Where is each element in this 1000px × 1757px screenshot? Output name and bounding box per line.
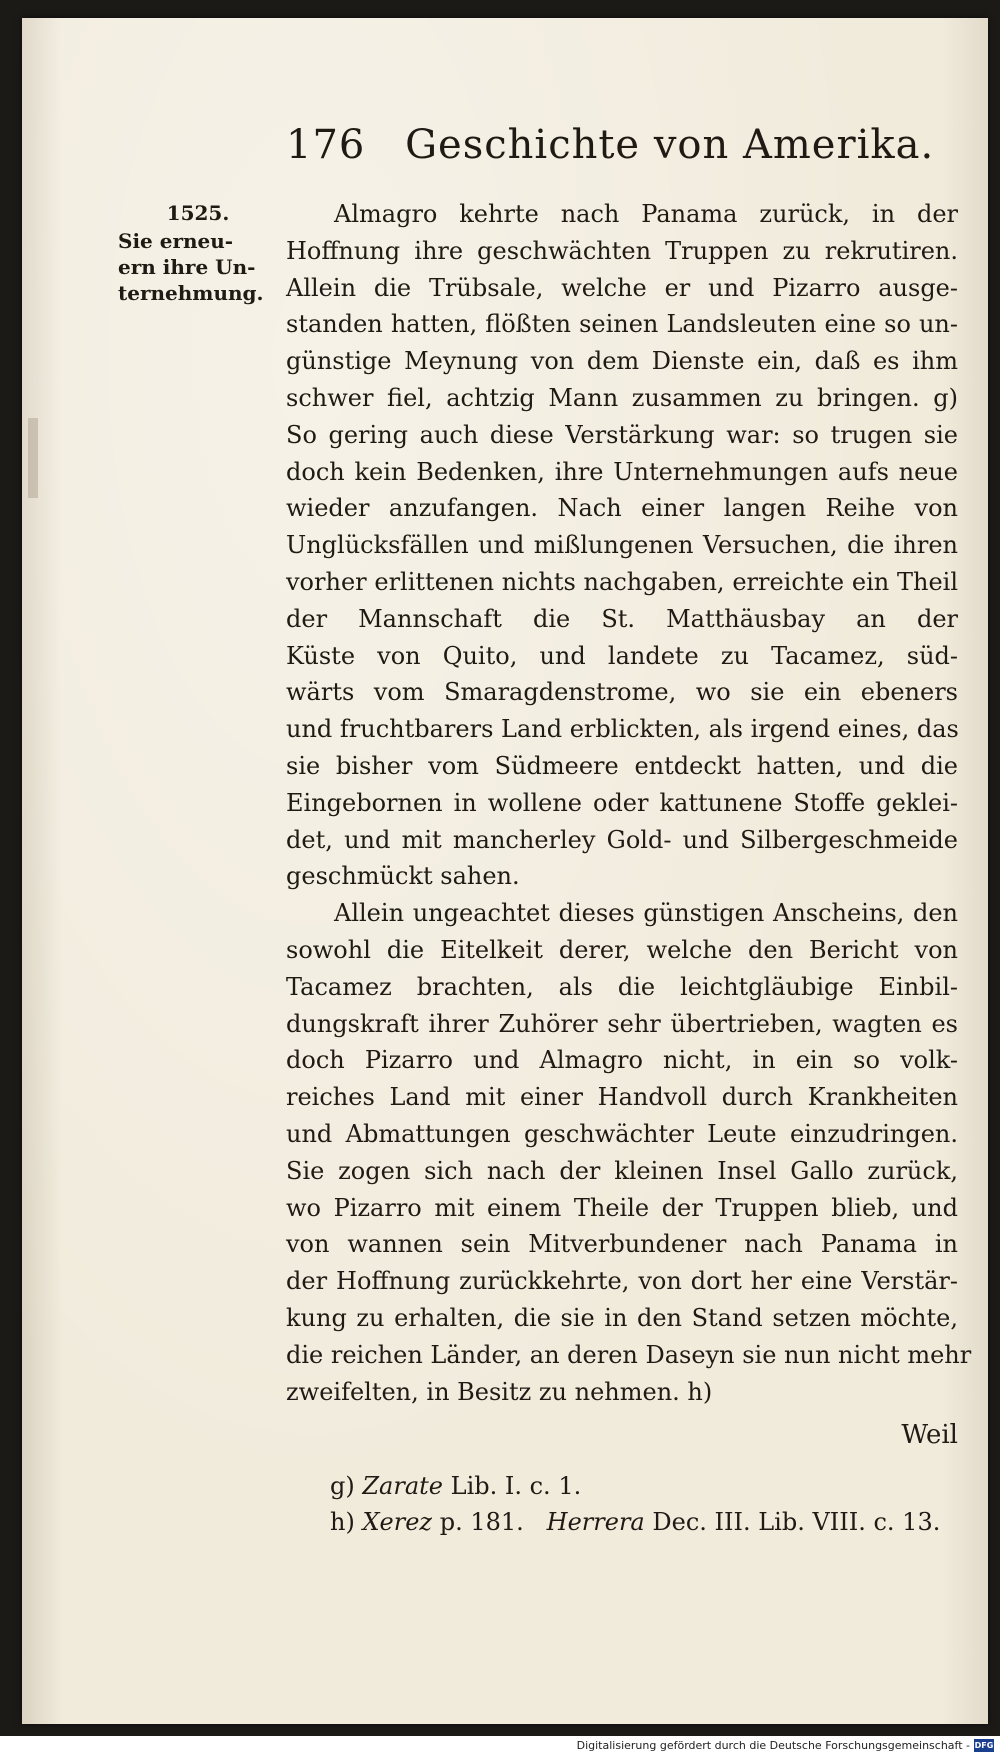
text-line: Tacamez brachten, als die leichtgläubige Einbil-: [286, 972, 958, 1001]
text-line: doch Pizarro und Almagro nicht, in ein so volk-: [286, 1046, 958, 1075]
text-line: Küste von Quito, und landete zu Tacamez, süd-: [286, 641, 958, 670]
page-number: 176: [286, 122, 366, 168]
footnote-reference: Lib. I. c. 1.: [450, 1472, 582, 1500]
footnote-g: [330, 1468, 970, 1504]
catchword: Weil: [901, 1420, 958, 1450]
margin-note-line: Sie erneu-: [118, 229, 234, 253]
page-header: [286, 122, 934, 168]
text-line: Allein ungeachtet dieses günstigen Anscheins, den: [334, 899, 958, 928]
text-line: günstige Meynung von dem Dienste ein, daß es ihm: [286, 347, 958, 376]
margin-year: 1525.: [166, 201, 230, 225]
text-line: det, und mit mancherley Gold- und Silbergeschmeide: [286, 825, 958, 854]
gutter-stain: [28, 418, 38, 498]
body-text: [286, 196, 972, 1410]
text-line: standen hatten, flößten seinen Landsleuten eine so un-: [286, 310, 958, 339]
text-line: reiches Land mit einer Handvoll durch Krankheiten: [286, 1083, 958, 1112]
text-line: Allein die Trübsale, welche er und Pizarro ausge-: [286, 273, 958, 302]
margin-note-line: ternehmung.: [118, 281, 264, 305]
digitization-credit: Digitalisierung gefördert durch die Deutsche Forschungsgemeinschaft -: [576, 1739, 970, 1752]
footnote-reference: p. 181.: [439, 1508, 524, 1536]
text-line: vorher erlittenen nichts nachgaben, erreichte ein Theil: [286, 567, 958, 596]
dfg-logo: DFG: [974, 1741, 994, 1750]
text-line: geschmückt sahen.: [286, 862, 520, 891]
text-line: und fruchtbarers Land erblickten, als irgend eines, das: [286, 715, 959, 744]
text-line: So gering auch diese Verstärkung war: so trugen sie: [286, 420, 958, 449]
text-line: Unglücksfällen und mißlungenen Versuchen, die ihren: [286, 531, 958, 560]
footnote-marker: g): [330, 1472, 355, 1500]
text-line: Sie zogen sich nach der kleinen Insel Gallo zurück,: [286, 1156, 958, 1185]
text-line: von wannen sein Mitverbundener nach Panama in: [286, 1230, 958, 1259]
footnote-author: Xerez: [362, 1508, 433, 1536]
margin-note: [118, 200, 278, 306]
footnote-reference: Dec. III. Lib. VIII. c. 13.: [652, 1508, 941, 1536]
text-line: Eingebornen in wollene oder kattunene Stoffe geklei-: [286, 788, 958, 817]
text-line: dungskraft ihrer Zuhörer sehr übertrieben, wagten es: [286, 1009, 958, 1038]
running-title: Geschichte von Amerika.: [405, 122, 935, 168]
margin-note-line: ern ihre Un-: [118, 255, 256, 279]
text-line: wo Pizarro mit einem Theile der Truppen blieb, und: [286, 1193, 958, 1222]
footnote-marker: h): [330, 1508, 355, 1536]
footnote-author: Zarate: [362, 1472, 443, 1500]
footnotes: [330, 1468, 970, 1540]
text-line: Hoffnung ihre geschwächten Truppen zu rekrutiren.: [286, 236, 958, 265]
footnote-h: [330, 1504, 970, 1540]
text-line: der Mannschaft die St. Matthäusbay an der: [286, 604, 958, 633]
text-line: die reichen Länder, an deren Daseyn sie nun nicht mehr: [286, 1340, 972, 1369]
text-line: zweifelten, in Besitz zu nehmen. h): [286, 1377, 713, 1406]
text-line: wieder anzufangen. Nach einer langen Reihe von: [286, 494, 958, 523]
text-line: und Abmattungen geschwächter Leute einzudringen.: [286, 1119, 958, 1148]
footnote-author: Herrera: [546, 1508, 645, 1536]
text-line: der Hoffnung zurückkehrte, von dort her eine Verstär-: [286, 1267, 958, 1296]
text-line: wärts vom Smaragdenstrome, wo sie ein ebeners: [286, 678, 958, 707]
text-line: Almagro kehrte nach Panama zurück, in der: [334, 200, 958, 228]
text-line: schwer fiel, achtzig Mann zusammen zu bringen. g): [286, 383, 958, 412]
text-line: sie bisher vom Südmeere entdeckt hatten, und die: [286, 751, 958, 780]
text-line: doch kein Bedenken, ihre Unternehmungen aufs neue: [286, 457, 958, 486]
text-line: sowohl die Eitelkeit derer, welche den Bericht von: [286, 935, 958, 964]
text-line: kung zu erhalten, die sie in den Stand setzen möchte,: [286, 1303, 958, 1332]
